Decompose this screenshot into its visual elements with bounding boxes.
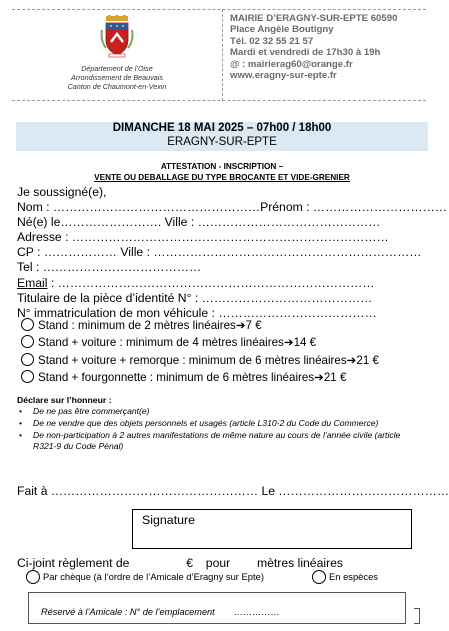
cheque-label: Par chèque (à l’ordre de l’Amicale d’Eragny sur Epte) [43, 571, 264, 582]
immat-field[interactable]: ………………………………… [214, 305, 377, 320]
option-price: 14 € [293, 336, 317, 350]
reglement-line[interactable] [17, 556, 343, 570]
department-line: Département de l’Oise [81, 64, 153, 73]
ne-field[interactable]: ……………………. [60, 215, 162, 230]
piece-label: Titulaire de la pièce d’identité N° : [17, 290, 199, 305]
radio-button[interactable] [26, 570, 40, 584]
arrondissement-line: Arrondissement de Beauvais [71, 73, 163, 82]
radio-button[interactable] [21, 335, 34, 348]
arrow-right-icon: ➔ [283, 336, 294, 350]
mairie-address: Place Angèle Boutigny [230, 24, 334, 36]
immat-label: N° immatriculation de mon véhicule : [17, 305, 215, 320]
tel-line[interactable] [17, 260, 427, 275]
signature-box[interactable] [132, 509, 412, 549]
ville-field[interactable]: ……………………………………… [194, 215, 381, 230]
attestation-title: ATTESTATION - INSCRIPTION – [160, 162, 284, 171]
signature-label: Signature [142, 513, 196, 527]
mairie-name: MAIRIE D’ERAGNY-SUR-EPTE 60590 [230, 13, 398, 24]
mairie-email: @ : mairierag60@orange.fr [230, 58, 353, 70]
fait-a-label: Fait à [17, 484, 48, 498]
event-title-band [16, 122, 428, 151]
fait-a-field[interactable]: …………………………………………… [47, 484, 259, 498]
option-price: 7 € [245, 319, 262, 332]
pour-label: pour [205, 556, 231, 570]
email-line[interactable] [17, 276, 427, 291]
option-text: Stand + voiture + remorque : minimum de 6 mètres linéaires [38, 353, 347, 367]
piece-field[interactable]: …………………………………… [198, 290, 373, 305]
ville2-label: Ville : [117, 245, 150, 260]
option-text: Stand + fourgonnette : minimum de 6 mètres linéaires [38, 370, 315, 384]
tel-label: Tel : [17, 260, 40, 275]
canton-line: Canton de Chaumont-en-Vexin [67, 82, 167, 91]
le-label: Le [258, 484, 276, 498]
option-price: 21 € [323, 370, 347, 384]
event-date: DIMANCHE 18 MAI 2025 – 07h00 / 18h00 [112, 122, 332, 134]
ne-label: Né(e) le [17, 215, 61, 230]
adresse-line[interactable] [17, 230, 427, 245]
especes-label: En espèces [329, 571, 378, 582]
letterhead [12, 9, 426, 101]
cp-label: CP : [17, 245, 41, 260]
radio-button[interactable] [21, 370, 34, 383]
radio-button[interactable] [21, 318, 34, 331]
coat-of-arms-icon [100, 16, 134, 58]
email-field[interactable]: : …………………………………………………………………… [47, 275, 375, 290]
payment-especes[interactable] [312, 570, 378, 584]
reserve-label: Réservé à l’Amicale : N° de l’emplacement [41, 607, 215, 617]
tel-field[interactable]: ………………………………… [39, 260, 202, 275]
radio-button[interactable] [312, 570, 326, 584]
email-label: Email [17, 275, 48, 290]
arrow-right-icon: ➔ [235, 319, 246, 332]
option-stand-fourgonnette[interactable] [21, 369, 431, 386]
cp-line[interactable] [17, 245, 427, 260]
attestation-subtitle: VENTE OU DEBALLAGE DU TYPE BROCANTE ET VIDE-GRENIER [94, 173, 350, 182]
option-stand-remorque[interactable] [21, 352, 431, 369]
prenom-field[interactable]: …………………………… [309, 200, 447, 215]
mairie-website: www.eragny-sur-epte.fr [230, 70, 337, 82]
department-info [32, 64, 202, 91]
mairie-phone: Tél. 02 32 55 21 57 [230, 35, 314, 47]
prenom-label: Prénom : [260, 200, 310, 215]
arrow-right-icon: ➔ [346, 353, 357, 367]
declaration-title: Déclare sur l’honneur : [17, 395, 112, 405]
emplacement-field[interactable]: …………… [233, 607, 280, 617]
stand-options [21, 317, 431, 386]
adresse-field[interactable]: …………………………………………………………………… [68, 230, 389, 245]
soussigne-line: Je soussigné(e), [17, 185, 107, 199]
naissance-line[interactable] [17, 215, 427, 230]
option-stand-voiture[interactable] [21, 334, 431, 351]
adresse-label: Adresse : [17, 230, 69, 245]
identity-form [17, 185, 447, 321]
metres-label: mètres linéaires [256, 556, 344, 570]
ville-label: Ville : [161, 215, 195, 230]
declaration-item: • De ne vendre que des objets personnels et usagés (article L310-2 du Code du Commerce) [18, 418, 418, 429]
option-price: 21 € [356, 353, 379, 367]
option-stand[interactable] [21, 317, 431, 334]
declaration-item: • De ne pas être commerçant(e) [18, 406, 418, 417]
le-field[interactable]: …………………………………… [275, 484, 449, 498]
header-divider [222, 9, 223, 101]
reserve-amicale-box [28, 592, 406, 624]
header-top-rule [12, 9, 426, 10]
arrow-right-icon: ➔ [314, 370, 324, 384]
ville2-field[interactable]: ………………………………………………………… [149, 245, 422, 260]
fait-a-line[interactable] [17, 484, 449, 498]
reglement-label: Ci-joint règlement de [17, 556, 130, 570]
header-bottom-rule [12, 100, 426, 101]
option-text: Stand + voiture : minimum de 4 mètres linéaires [38, 336, 284, 350]
cp-field[interactable]: ……………… [40, 245, 117, 260]
radio-button[interactable] [21, 353, 34, 366]
piece-identite-line[interactable] [17, 291, 427, 306]
declaration-list [18, 406, 418, 453]
declaration-item: • De non-participation à 2 autres manifestations de même nature au cours de l’année civile (article R321-9 du Code Pénal) [18, 430, 418, 452]
event-place: ERAGNY-SUR-EPTE [167, 135, 277, 148]
option-text: Stand : minimum de 2 mètres linéaires [38, 319, 236, 332]
nom-label: Nom : [17, 200, 50, 215]
euro-label: € [186, 556, 194, 570]
box-tab [414, 608, 420, 624]
payment-cheque[interactable] [26, 570, 264, 584]
nom-line[interactable] [17, 200, 447, 215]
mairie-contact [230, 13, 426, 81]
mairie-hours: Mardi et vendredi de 17h30 à 19h [230, 47, 381, 59]
nom-field[interactable]: …………………………………………… [49, 200, 261, 215]
